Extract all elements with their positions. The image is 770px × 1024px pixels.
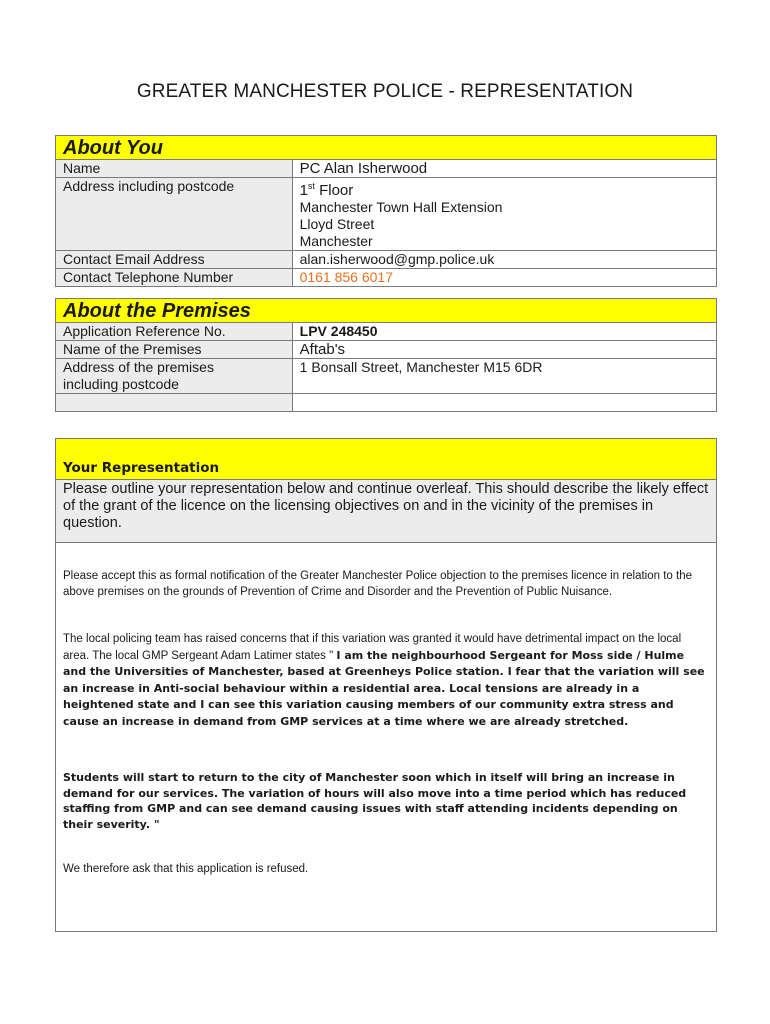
premises-address-label-line2: including postcode xyxy=(63,376,179,392)
premises-address-label xyxy=(56,359,293,394)
representation-heading-bar xyxy=(56,439,716,480)
representation-box xyxy=(55,438,717,932)
address-line2: Manchester Town Hall Extension xyxy=(299,199,503,215)
address-line4: Manchester xyxy=(299,233,373,249)
representation-paragraph-1: Please accept this as formal notification of the Greater Manchester Police objection to the premises licence in relation to the above premises on the grounds of Prevention of Crime and Disorder and the Prevention of Public Nuisance. xyxy=(63,570,692,598)
reference-label: Application Reference No. xyxy=(56,323,293,341)
premises-name-label: Name of the Premises xyxy=(56,341,293,359)
representation-instructions: Please outline your representation below and continue overleaf. This should describe the likely effect of the grant of the licence on the licensing objectives on and in the vicinity of the premises in question. xyxy=(56,480,716,543)
representation-paragraph-3: Students will start to return to the city of Manchester soon which in itself will bring an increase in demand for our services. The variation of hours will also move into a time period which has reduced staffing from GMP and can see demand causing issues with staff attending incidents depending on their severity. " xyxy=(63,771,687,831)
email-label: Contact Email Address xyxy=(56,251,293,269)
about-premises-table xyxy=(55,298,717,412)
address-label: Address including postcode xyxy=(56,178,293,251)
reference-value: LPV 248450 xyxy=(292,323,716,341)
paragraph-2-quote: I am the neighbourhood Sergeant for Moss side / Hulme and the Universities of Manchester, based at Greenheys Police station. I fear that the variation will see an increase in Anti-social behaviour within a residential area. Local tensions are already in a heightened state and I can see this variation causing members of our community extra stress and cause an increase in demand from GMP services at a time where we are already stretched. xyxy=(63,648,705,728)
representation-paragraph-4: We therefore ask that this application is refused. xyxy=(63,863,309,875)
paragraph-2-intro: The local policing team has raised concerns that if this variation was granted it would have detrimental impact on the local area. The local GMP Sergeant Adam Latimer states " xyxy=(63,633,682,662)
representation-body xyxy=(56,569,716,878)
empty-label-cell xyxy=(56,394,293,412)
representation-paragraph-2 xyxy=(63,632,709,730)
name-label: Name xyxy=(56,160,293,178)
address-line3: Lloyd Street xyxy=(299,216,375,232)
premises-address-label-line1: Address of the premises xyxy=(63,359,214,375)
premises-name-value: Aftab's xyxy=(292,341,716,359)
name-value: PC Alan Isherwood xyxy=(292,160,716,178)
phone-label: Contact Telephone Number xyxy=(56,269,293,287)
address-line1-rest: Floor xyxy=(314,182,354,199)
address-value xyxy=(292,178,716,251)
about-you-heading: About You xyxy=(56,136,717,160)
email-value[interactable]: alan.isherwood@gmp.police.uk xyxy=(292,251,716,269)
address-line1-number: 1 xyxy=(299,182,308,199)
about-you-table xyxy=(55,135,717,287)
address-line1-suffix: st xyxy=(307,181,315,191)
representation-heading: Your Representation xyxy=(63,460,220,476)
about-premises-heading: About the Premises xyxy=(56,299,717,323)
phone-value[interactable]: 0161 856 6017 xyxy=(292,269,716,287)
empty-value-cell xyxy=(292,394,716,412)
document-title: GREATER MANCHESTER POLICE - REPRESENTATION xyxy=(136,81,634,102)
premises-address-value: 1 Bonsall Street, Manchester M15 6DR xyxy=(292,359,716,394)
